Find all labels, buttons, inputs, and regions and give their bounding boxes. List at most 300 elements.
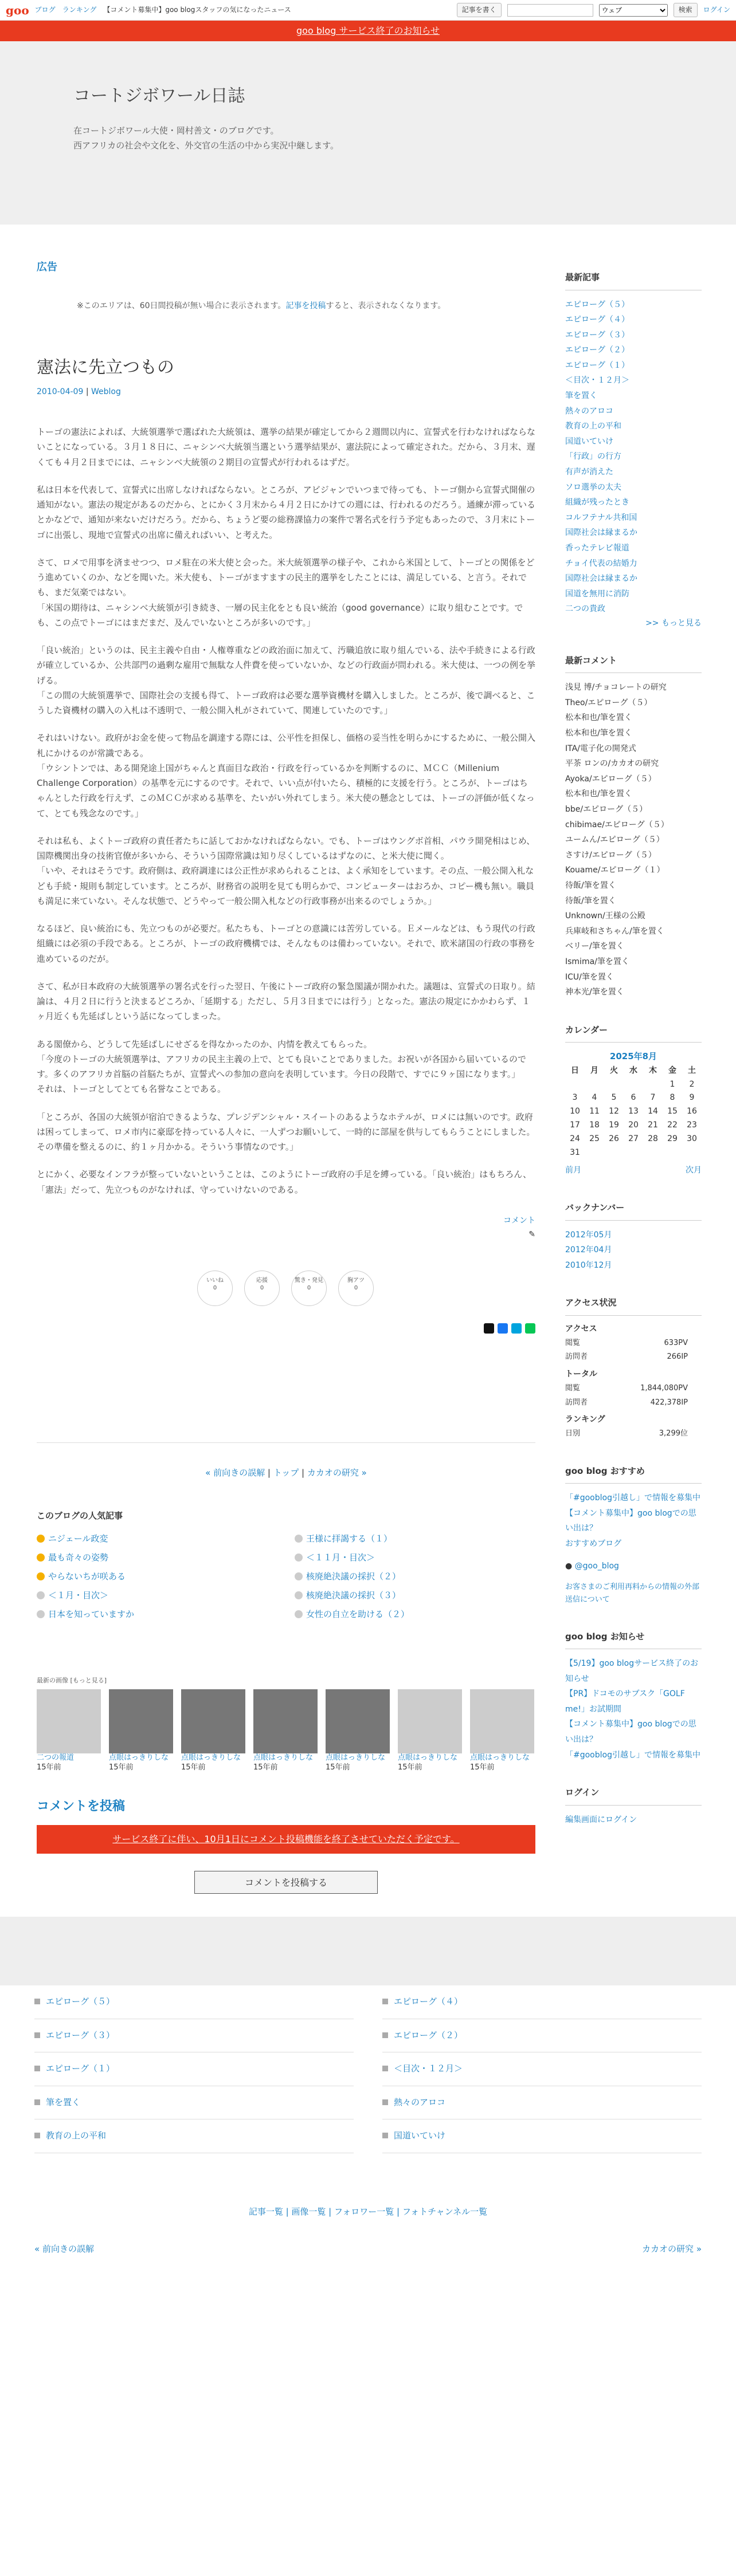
thumb-caption[interactable]: 点眼はっきりしな [326, 1753, 386, 1763]
access-row [565, 1382, 702, 1396]
recent-post-link[interactable]: エピローグ（２） [565, 345, 629, 355]
thumb-icon [382, 2099, 388, 2105]
backnumber-link[interactable]: 2012年04月 [565, 1245, 612, 1255]
recent-comment[interactable]: 平茶 ロンの/カカオの研究 [565, 759, 659, 769]
login-title: ログイン [565, 1785, 702, 1806]
nav-news[interactable]: 【コメント募集中】goo blogスタッフの気になったニュース [103, 6, 291, 14]
thumb-date: 15年前 [398, 1763, 422, 1772]
calendar-week [565, 1146, 702, 1160]
day: 24 [570, 1134, 580, 1143]
recent-post-link[interactable]: 組織が残ったとき [565, 498, 629, 508]
news-link[interactable]: 【コメント募集中】goo blogでの思い出は？ [565, 1720, 696, 1745]
popular-item[interactable] [295, 1605, 535, 1624]
popular-item[interactable] [37, 1586, 277, 1605]
recommend-link[interactable]: 「#gooblog引越し」で情報を募集中 [565, 1493, 700, 1503]
post-paragraph [37, 555, 535, 630]
recent-comment[interactable]: ITA/電子化の開発式 [565, 744, 636, 753]
latest-images [37, 1676, 535, 1773]
day: 22 [667, 1120, 678, 1130]
recommend [565, 1464, 702, 1607]
post-date[interactable]: 2010-04-09 [37, 387, 84, 397]
news-link[interactable]: 【5/19】goo blogサービス終了のお知らせ [565, 1659, 699, 1684]
blog-desc-2: 西アフリカの社会や文化を、外交官の生活の中から実況中継します。 [73, 140, 339, 151]
bullet-icon [295, 1535, 303, 1543]
news-item[interactable] [565, 1717, 702, 1747]
backnumber-link[interactable]: 2010年12月 [565, 1260, 612, 1270]
post-line: ある閣僚から、どうして先延ばしにせざるを得なかったのか、内情を教えてもらった。 [37, 1039, 373, 1049]
recent-post[interactable] [565, 328, 702, 343]
reaction-label: 胸アツ [347, 1277, 365, 1284]
footer-recent-link[interactable]: 国道いていけ [394, 2130, 446, 2141]
recent-comment[interactable]: 神本光/筆を置く [565, 988, 624, 997]
footer-recent-item[interactable] [34, 2119, 354, 2153]
popular-list [37, 1529, 535, 1624]
recent-post[interactable] [565, 480, 702, 495]
twitter-icon: ● [565, 1561, 573, 1571]
thumb-image[interactable] [37, 1689, 101, 1753]
access-row [565, 1336, 702, 1351]
ad-title: 広告 [37, 261, 57, 273]
thumb-icon [382, 2066, 388, 2071]
recommend-item[interactable] [565, 1490, 702, 1506]
popular-link[interactable]: ＜１月・目次＞ [48, 1590, 109, 1600]
footer-recent-link[interactable]: 熱々のアロコ [394, 2097, 446, 2107]
recent-post[interactable] [565, 587, 702, 602]
recent-posts-list [565, 297, 702, 617]
recent-post[interactable] [565, 465, 702, 480]
recent-comment[interactable]: 松本和也/筆を置く [565, 789, 632, 799]
day: 11 [589, 1107, 600, 1116]
day [585, 1078, 604, 1092]
day: 25 [589, 1134, 600, 1143]
footer-recent-link[interactable]: エピローグ（５） [46, 1996, 115, 2007]
recent-post-link[interactable]: 国際社会は縁まるか [565, 574, 637, 584]
recent-comment[interactable]: さすけ/エピローグ（５） [565, 850, 656, 860]
thumb-caption[interactable]: 二つの報道 [37, 1753, 75, 1763]
popular-item[interactable] [295, 1567, 535, 1586]
recommend-item[interactable] [565, 1506, 702, 1536]
recent-comment[interactable]: ユームん/エピローグ（５） [565, 835, 664, 845]
post-paragraph [37, 643, 535, 718]
recent-comment[interactable]: ICU/筆を置く [565, 972, 614, 982]
post-paragraph [37, 833, 535, 909]
bullet-icon [295, 1554, 303, 1562]
recent-posts [565, 270, 702, 631]
recent-post-link[interactable]: 国際社会は縁まるか [565, 528, 637, 538]
day: 3 [572, 1093, 578, 1103]
thumb[interactable] [109, 1689, 173, 1773]
recent-post[interactable] [565, 404, 702, 419]
blog-header [0, 41, 736, 225]
thumb-caption[interactable]: 点眼はっきりしな [109, 1753, 169, 1763]
footer-recent-item[interactable] [382, 2019, 702, 2053]
thumb-icon [34, 1999, 40, 2004]
search-button[interactable]: 検索 [674, 3, 698, 17]
calendar-nav [565, 1164, 702, 1178]
popular-link[interactable]: 日本を知っていますか [48, 1608, 135, 1619]
thumb[interactable] [253, 1689, 318, 1773]
day [604, 1078, 624, 1092]
post-paragraph [37, 730, 535, 821]
footer-recent-item[interactable] [382, 2119, 702, 2153]
news-link[interactable]: 「#gooblog引越し」で情報を募集中 [565, 1750, 700, 1760]
thumb-date: 15年前 [109, 1763, 134, 1772]
thumb-icon [382, 1999, 388, 2004]
post-paragraph: 「ところが、各国の大統領が宿泊できるような、プレジデンシャル・スイートのあるようなホテルが、ロメには無いのです。政府は困ってしまって、ロメ市内に豪邸を持っている人々に、一人ずつお願いして、一時的に部屋を供与してもらうことにしました。その準備を整えるのに、約１ヶ月かかる。そういう事情なのです。」 [37, 1111, 535, 1153]
day [643, 1146, 663, 1160]
recent-post-link[interactable]: 筆を置く [565, 391, 597, 401]
twitter-link[interactable]: @goo_blog [574, 1561, 619, 1571]
recent-post[interactable] [565, 312, 702, 328]
recent-post[interactable] [565, 601, 702, 617]
weekday: 水 [629, 1065, 637, 1075]
nav-blog[interactable]: ブログ [34, 6, 56, 14]
recent-comments-list [565, 680, 702, 1000]
footer-recent-item[interactable] [34, 1985, 354, 2019]
post-line: 「ウシントンでは、ある開発途上国がちゃんと真面目な政治・行政を行っているかを判断するのに、ＭＣＣ（Millenium Challenge Corporation）の基準を元にするのです。それで、いい点が付いたら、積極的に支援を行う。ところが、トーゴはちゃんとした行政を行えず、このＭＣＣが求める基準を、たいがい外れてしまう。米大使の懸念としては、トーゴの評価が低くなって、とても残念なのです。」 [37, 762, 535, 819]
recent-post[interactable] [565, 525, 702, 541]
popular-link[interactable]: 核廃絶決議の採択（２） [306, 1571, 401, 1582]
footer-recent-link[interactable]: 筆を置く [46, 2097, 81, 2107]
post-paragraph: なるほど、良い統治にも、先立つものが必要だ。私たちも、トーゴとの意識には苦労している。Ｅメールなどは、もう現代の行政組織には必須の手段である。ところが、トーゴの政府機構では、そんなものは備わっていない。それで、欧米諸国の行政の事務を進めているのだが。 [37, 923, 535, 964]
footer-recent-item[interactable] [382, 1985, 702, 2019]
thumb-icon [34, 2133, 40, 2138]
ranking-subtitle: ランキング [565, 1415, 605, 1425]
comment-link[interactable]: コメント [503, 1216, 535, 1225]
access-label: 訪問者 [565, 1398, 588, 1407]
recent-post[interactable] [565, 343, 702, 358]
news-item[interactable] [565, 1686, 702, 1717]
search-scope-select[interactable] [599, 4, 668, 17]
reaction-count: 0 [260, 1284, 264, 1291]
post-line: それは、トーゴとしてとても名誉なことである。 [37, 1084, 226, 1095]
recent-post-link[interactable]: 国道を無用に消防 [565, 589, 629, 599]
post-comment-button[interactable]: コメントを投稿する [194, 1871, 378, 1894]
recent-post-link[interactable]: エピローグ（３） [565, 330, 629, 340]
footer-recent-link[interactable]: 教育の上の平和 [46, 2130, 107, 2141]
day: 30 [687, 1134, 697, 1143]
info-link-row [565, 1581, 702, 1606]
popular-item[interactable] [37, 1529, 277, 1548]
reaction-count: 0 [354, 1284, 358, 1291]
recommend-item[interactable] [565, 1536, 702, 1552]
line-share-icon[interactable] [525, 1323, 535, 1334]
recent-comment[interactable]: bbe/エピローグ（５） [565, 805, 648, 815]
footer-prev-link[interactable]: « 前向きの誤解 [34, 2244, 94, 2255]
recent-post-link[interactable]: エピローグ（５） [565, 300, 629, 309]
blog-title[interactable]: コートジボワール日誌 [73, 86, 245, 106]
thumb-image[interactable] [326, 1689, 390, 1753]
access-row [565, 1350, 702, 1364]
thumb-caption[interactable]: 点眼はっきりしな [398, 1753, 458, 1763]
thumb-date: 15年前 [37, 1763, 61, 1772]
recent-comment[interactable]: Ismima/筆を置く [565, 957, 629, 966]
post-title[interactable]: 憲法に先立つもの [37, 357, 174, 378]
popular-item[interactable] [37, 1605, 277, 1624]
footer-recent-item[interactable] [382, 2052, 702, 2086]
recent-comment[interactable]: ベリー/筆を置く [565, 942, 624, 951]
calendar-week [565, 1119, 702, 1132]
popular-link[interactable]: 女性の自立を助ける（２） [306, 1608, 410, 1619]
post-line: さて、ロメで用事を済ませつつ、ロメ駐在の米大使と会った。米大統領選挙の様子や、これから米国として、トーゴとの関係をどう進めていくのか、などを聞いた。米大使も、トーゴがますますの民主的選挙をしたことには、満足している、と言う。それでも、まだ気楽ではない。 [37, 557, 535, 598]
top-link[interactable]: トップ [273, 1467, 299, 1478]
day [663, 1146, 682, 1160]
weekday: 火 [610, 1065, 618, 1075]
recent-post-link[interactable]: 「行政」の行方 [565, 452, 621, 462]
access-subtitle: アクセス [565, 1324, 597, 1334]
write-button[interactable]: 記事を書く [457, 3, 502, 17]
crown-icon [37, 1535, 45, 1543]
day: 29 [667, 1134, 678, 1143]
day: 4 [592, 1093, 597, 1103]
day: 13 [628, 1107, 639, 1116]
recent-comment[interactable]: chibimae/エピローグ（５） [565, 820, 669, 829]
popular-link[interactable]: やらないちが咲ある [48, 1571, 126, 1582]
thumb-caption[interactable]: 点眼はっきりしな [181, 1753, 241, 1763]
thumb[interactable] [326, 1689, 390, 1773]
recent-post[interactable] [565, 556, 702, 572]
recent-post-link[interactable]: 教育の上の平和 [565, 422, 621, 431]
day: 26 [609, 1134, 619, 1143]
thumb-image[interactable] [253, 1689, 318, 1753]
footer-recent-link[interactable]: ＜目次・１２月＞ [394, 2063, 463, 2074]
popular-link[interactable]: 核廃絶決議の採択（３） [306, 1590, 401, 1600]
bullet-icon [295, 1572, 303, 1580]
recent-comment[interactable]: Kouame/エピローグ（１） [565, 866, 665, 875]
day: 14 [648, 1107, 658, 1116]
recent-post-link[interactable]: 香ったテレビ報道 [565, 544, 629, 553]
service-end-notice[interactable]: goo blog サービス終了のお知らせ [0, 21, 736, 41]
crown-icon [37, 1572, 45, 1580]
info-link[interactable]: お客さまのご利用再料からの情報の外部送信について [565, 1583, 700, 1604]
recent-post-link[interactable]: 国道いていけ [565, 436, 613, 446]
search-input[interactable] [507, 4, 593, 17]
thumb[interactable] [181, 1689, 245, 1773]
day [604, 1146, 624, 1160]
share-icons [37, 1323, 535, 1334]
prev-post-link[interactable]: « 前向きの誤解 [205, 1467, 265, 1478]
footer-recent-item[interactable] [34, 2052, 354, 2086]
day: 20 [628, 1120, 639, 1130]
top-bar [0, 0, 736, 21]
footer-recent-link[interactable]: エピローグ（４） [394, 1996, 463, 2007]
access-row [565, 1427, 702, 1441]
login-edit-link[interactable]: 編集画面にログイン [565, 1815, 637, 1824]
weekday: 土 [688, 1065, 696, 1075]
popular-item[interactable] [295, 1586, 535, 1605]
reaction-cheer[interactable] [244, 1271, 280, 1306]
recent-post[interactable] [565, 373, 702, 388]
thumb-image[interactable] [109, 1689, 173, 1753]
backnumber-item[interactable] [565, 1258, 702, 1273]
recent-comment[interactable]: Unknown/王様の公殿 [565, 911, 645, 921]
day [565, 1078, 585, 1092]
access-title: アクセス状況 [565, 1296, 702, 1316]
news-link[interactable]: 【PR】ドコモのサブスク「GOLF me!」お試期間 [565, 1689, 685, 1714]
post-line: それはいけない。政府がお金を使って物品を調達する際には、公平性を担保し、価格の妥当性を明らかにするために、一般公開入札にかけるのが常識である。 [37, 733, 536, 758]
day: 18 [589, 1120, 600, 1130]
latest-images-header[interactable]: 最新の画像 [もっと見る] [37, 1676, 107, 1684]
recent-post[interactable] [565, 571, 702, 587]
recent-post-link[interactable]: エピローグ（４） [565, 315, 629, 325]
recent-post-link[interactable]: コルフテナル共和国 [565, 513, 637, 522]
recent-post[interactable] [565, 510, 702, 526]
sidebar [565, 225, 702, 1894]
news-item[interactable] [565, 1748, 702, 1763]
access-value: 633PV [664, 1338, 688, 1347]
main-column [37, 225, 535, 1894]
x-share-icon[interactable] [484, 1323, 494, 1334]
thumb-icon [382, 2032, 388, 2038]
thumb[interactable] [398, 1689, 462, 1773]
thumb[interactable] [470, 1689, 534, 1773]
thumb-row [37, 1689, 535, 1773]
recent-post-link[interactable]: ソロ選挙の太夫 [565, 482, 621, 492]
calendar-week [565, 1132, 702, 1146]
news-item[interactable] [565, 1656, 702, 1686]
recent-post-link[interactable]: エピローグ（１） [565, 360, 629, 370]
post-paragraph: トーゴの憲法によれば、大統領選挙で選ばれた大統領は、選挙の結果が確定してから２週間以内に、宣誓式を行わなければならないことになっている。３月１８日に、ニャシンベ大統領当選という選挙結果が、憲法院によって確定された。だから、３月末、遅くても４月２日までには、ニャシンベ大統領の２期目の宣誓式が行われるはずだ。 [37, 427, 536, 467]
news-title: goo blog お知らせ [565, 1630, 702, 1650]
bullet-icon [37, 1610, 45, 1618]
goo-logo[interactable]: goo [6, 3, 29, 17]
calendar-next[interactable]: 次月 [686, 1166, 702, 1175]
recommend-link[interactable]: おすすめブログ [565, 1539, 622, 1548]
backnumber-item[interactable] [565, 1228, 702, 1243]
calendar-prev[interactable]: 前月 [565, 1166, 581, 1175]
edit-pencil-icon[interactable]: ✎ [528, 1229, 535, 1239]
reaction-label: 驚き・発見 [295, 1277, 323, 1284]
footer-recent-link[interactable]: エピローグ（３） [46, 2030, 115, 2040]
thumb[interactable] [37, 1689, 101, 1773]
recent-comment[interactable]: 松本和也/筆を置く [565, 729, 632, 738]
comment-heading: コメントを投稿 [37, 1799, 126, 1814]
recent-post[interactable] [565, 297, 702, 313]
popular-link[interactable]: 最も奇々の姿勢 [48, 1552, 109, 1563]
popular-item[interactable] [37, 1567, 277, 1586]
footer-recent-link[interactable]: エピローグ（１） [46, 2063, 115, 2074]
recent-post-link[interactable]: チョイ代表の結婚力 [565, 559, 637, 568]
recent-comment[interactable]: Ayoka/エピローグ（５） [565, 774, 656, 784]
footer-recent-item[interactable] [382, 2086, 702, 2120]
popular-item[interactable] [295, 1529, 535, 1548]
hatena-share-icon[interactable] [511, 1323, 522, 1334]
calendar-week [565, 1091, 702, 1105]
day: 19 [609, 1120, 619, 1130]
day [585, 1146, 604, 1160]
login-block [565, 1785, 702, 1827]
popular-item[interactable] [37, 1548, 277, 1567]
ad-note-post: すると、表示されなくなります。 [326, 301, 446, 310]
ad-post-link[interactable]: 記事を投稿 [285, 301, 326, 310]
recent-comment[interactable]: 松本和也/筆を置く [565, 713, 632, 723]
top-nav [35, 4, 291, 15]
recent-comment[interactable]: 待飯/筆を置く [565, 880, 616, 890]
recent-post[interactable] [565, 434, 702, 450]
weekday: 月 [590, 1065, 598, 1075]
thumb-caption[interactable]: 点眼はっきりしな [253, 1753, 314, 1763]
thumb-caption[interactable]: 点眼はっきりしな [470, 1753, 530, 1763]
recent-post[interactable] [565, 419, 702, 434]
recent-comment[interactable]: Theo/エピローグ（５） [565, 698, 652, 707]
access-value: 3,299位 [659, 1429, 688, 1438]
recent-post[interactable] [565, 541, 702, 556]
access-label: 閲覧 [565, 1338, 581, 1347]
calendar-grid [565, 1064, 702, 1160]
post-paragraph: とにかく、必要なインフラが整っていないということは、このようにトーゴ政府の手足を縛っている。「良い統治」はもちろん、「憲法」だって、先立つものがなければ、守っていけないのである。 [37, 1169, 532, 1195]
day: 6 [631, 1093, 636, 1103]
recent-post[interactable] [565, 495, 702, 510]
recent-more-row [565, 617, 702, 631]
recent-post-link[interactable]: 熱々のアロコ [565, 406, 613, 416]
recent-comment[interactable]: 待飯/筆を置く [565, 896, 616, 906]
footer-recent-link[interactable]: エピローグ（２） [394, 2030, 463, 2040]
thumb-image[interactable] [398, 1689, 462, 1753]
footer-recent-item[interactable] [34, 2019, 354, 2053]
recommend-link[interactable]: 【コメント募集中】goo blogでの思い出は？ [565, 1508, 696, 1533]
weekday: 金 [668, 1065, 676, 1075]
access-label: 日別 [565, 1429, 581, 1438]
recent-post[interactable] [565, 449, 702, 465]
day: 10 [570, 1107, 580, 1116]
recent-post-link[interactable]: ＜目次・１２月＞ [565, 376, 629, 386]
popular-link[interactable]: 王様に拝謁する（１） [306, 1533, 393, 1544]
day: 17 [570, 1120, 580, 1130]
twitter-row [565, 1560, 702, 1574]
footer-next-link[interactable]: カカオの研究 » [642, 2244, 702, 2255]
calendar-week [565, 1078, 702, 1092]
popular-link[interactable]: ＜１１月・目次＞ [306, 1552, 375, 1563]
thumb-date: 15年前 [253, 1763, 278, 1772]
day [643, 1078, 663, 1092]
thumb-image[interactable] [470, 1689, 534, 1753]
backnumber-title: バックナンバー [565, 1201, 702, 1221]
thumb-image[interactable] [181, 1689, 245, 1753]
footer-recent-item[interactable] [34, 2086, 354, 2120]
recent-post[interactable] [565, 358, 702, 373]
recent-comment[interactable]: 兵庫岐和さちゃん/筆を置く [565, 926, 664, 936]
comment-closed-notice[interactable]: サービス終了に伴い、10月1日にコメント投稿機能を終了させていただく予定です。 [37, 1825, 535, 1854]
nav-ranking[interactable]: ランキング [62, 6, 97, 14]
post-paragraph: さて、私が日本政府の大統領選挙の署名式を行った翌日、午後にトーゴ政府の緊急閣議が開かれた。議題は、宣誓式の日取り。結論は、４月２日に行うと決まるどころか、「延期する」ただし、５月３日までには行う」となった。憲法の規定にかかわらず、１ヶ月近くも先延ばしという話になってしまった。 [37, 981, 535, 1022]
bullet-icon [37, 1591, 45, 1599]
calendar-title: カレンダー [565, 1023, 702, 1043]
recent-post[interactable] [565, 388, 702, 404]
login-link[interactable]: ログイン [703, 6, 730, 14]
footer-links[interactable]: 記事一覧 | 画像一覧 | フォロワー一覧 | フォトチャンネル一覧 [248, 2206, 488, 2217]
reaction-moved[interactable] [338, 1271, 374, 1306]
popular-link[interactable]: ニジェール政変 [48, 1533, 108, 1544]
backnumber-item[interactable] [565, 1242, 702, 1258]
post-category[interactable]: Weblog [91, 387, 121, 397]
backnumber-link[interactable]: 2012年05月 [565, 1230, 612, 1240]
reaction-surprise[interactable] [291, 1271, 327, 1306]
popular-item[interactable] [295, 1548, 535, 1567]
recent-post-link[interactable]: 有声が消えた [565, 467, 613, 477]
recent-post-link[interactable]: 二つの貴政 [565, 604, 605, 614]
facebook-share-icon[interactable] [498, 1323, 508, 1334]
recent-comment[interactable]: 浅見 博/チョコレートの研究 [565, 683, 667, 693]
recent-more-link[interactable]: >> もっと見る [645, 618, 702, 628]
day: 5 [611, 1093, 617, 1103]
next-post-link[interactable]: カカオの研究 » [307, 1467, 367, 1478]
reaction-like[interactable] [197, 1271, 233, 1306]
day: 7 [650, 1093, 656, 1103]
comment-link-row [37, 1214, 535, 1242]
total-subtitle: トータル [565, 1370, 597, 1379]
footer-band [0, 1917, 736, 1985]
reaction-label: 応援 [256, 1277, 268, 1284]
